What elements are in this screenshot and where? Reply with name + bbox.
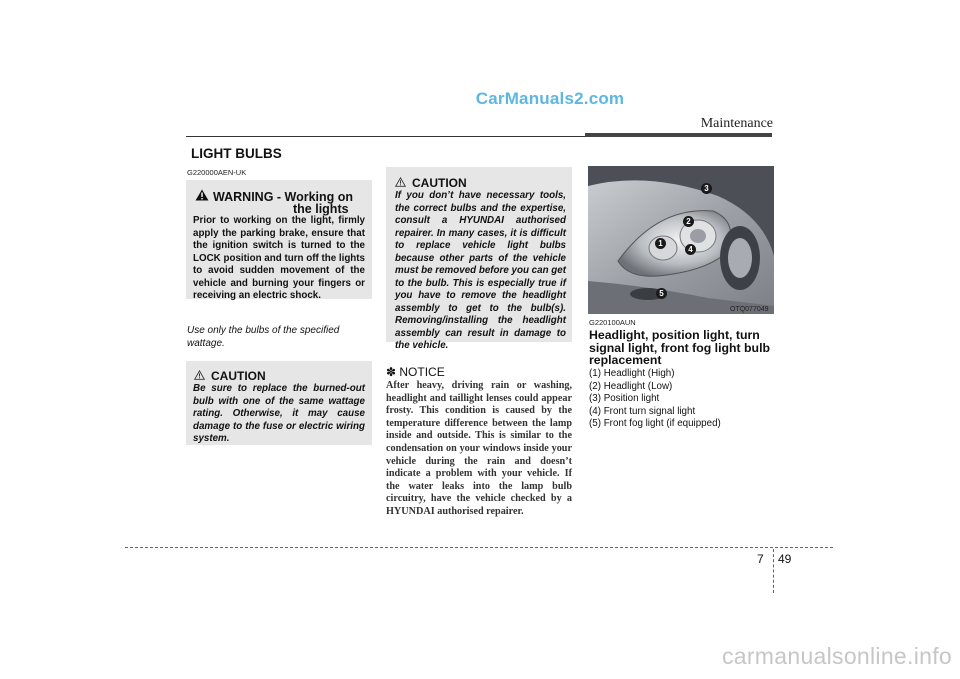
notice-body: After heavy, driving rain or washing, headlight and taillight lenses could appear frosty. This condition is caused by the temperature difference between the lamp inside and outside. This is similar to the condensation on your windows inside your vehicle during the rain and doesn’t indicate a problem with your vehicle. If the water leaks into the lamp bulb circuitry, have the vehicle checked by a HYUNDAI authorised repairer. [386, 380, 572, 517]
warning-body: Prior to working on the light, firmly apply the parking brake, ensure that the ignition switch is turned to the LOCK position and turn off the lights to avoid sudden movement of the vehicle and burning your fingers or receiving an electric shock. [193, 215, 365, 301]
callout-2: 2 [683, 216, 694, 227]
bulb-list [589, 368, 775, 431]
image-code: OTQ077049 [730, 306, 769, 313]
list-item: (5) Front fog light (if equipped) [589, 418, 721, 430]
section-code: G220000AEN-UK [187, 168, 247, 177]
page-heading: LIGHT BULBS [191, 146, 282, 161]
caution-triangle-icon [194, 370, 205, 380]
callout-3: 3 [701, 183, 712, 194]
headlight-illustration [588, 166, 774, 314]
header-rule-accent [585, 133, 772, 137]
list-item: (4) Front turn signal light [589, 405, 696, 417]
callout-4: 4 [685, 244, 696, 255]
section-code-right: G220100AUN [589, 318, 636, 327]
caution-triangle-icon [395, 177, 406, 187]
warning-title-line1: WARNING - Working on [213, 190, 354, 204]
list-item: (3) Position light [589, 393, 660, 405]
caution-box-left [186, 361, 372, 445]
headlight-photo [588, 166, 774, 314]
page-number: 49 [778, 552, 792, 566]
notice-title: ✽ NOTICE [386, 365, 445, 379]
section-title: Maintenance [700, 116, 773, 131]
replacement-heading: Headlight, position light, turn signal light, front fog light bulb replacement [589, 328, 771, 367]
caution-body-middle: If you don’t have necessary tools, the correct bulbs and the expertise, consult a HYUNDAI authorised repairer. In many cases, it is difficult to replace vehicle light bulbs because other parts of the vehicle must be removed before you can get to the bulb. This is especially true if you have to remove the headlight assembly to get to the bulb(s). Removing/installing the headlight assembly can result in damage to the vehicle. [395, 190, 566, 351]
caution-box-middle [386, 167, 572, 351]
footer-rule [125, 547, 833, 548]
list-item: (2) Headlight (Low) [589, 380, 673, 392]
warning-title-line2: the lights [293, 202, 349, 216]
warning-triangle-icon [195, 189, 209, 201]
warning-box [186, 180, 372, 299]
callout-1: 1 [655, 238, 666, 249]
caution-title-middle: CAUTION [412, 176, 467, 190]
caution-body-left: Be sure to replace the burned-out bulb with one of the same wattage rating. Otherwise, it may cause damage to the fuse or electric wiring system. [193, 383, 365, 444]
list-item: (1) Headlight (High) [589, 368, 675, 379]
wattage-note: Use only the bulbs of the specified wattage. [187, 325, 340, 349]
callout-5: 5 [656, 288, 667, 299]
watermark-carmanuals2: CarManuals2.com [475, 89, 625, 108]
caution-title-left: CAUTION [211, 369, 266, 383]
footer-divider [773, 549, 774, 593]
watermark-carmanualsonline: carmanualsonline.info [721, 643, 952, 669]
chapter-number: 7 [757, 552, 764, 566]
